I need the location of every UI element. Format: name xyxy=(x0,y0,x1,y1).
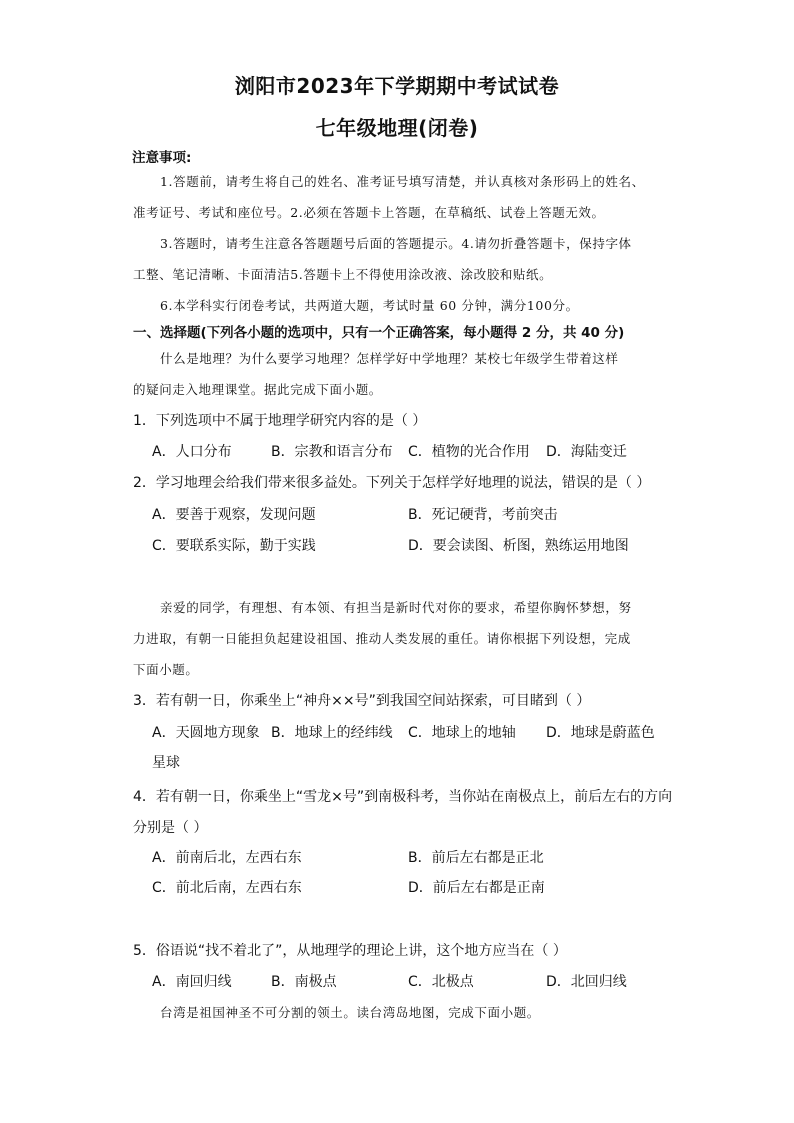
section-intro: 什么是地理？为什么要学习地理？怎样学好中学地理？某校七年级学生带着这样 xyxy=(160,351,619,366)
q5-option-c[interactable]: C．北极点 xyxy=(408,974,474,990)
exam-title: 浏阳市2023年下学期期中考试试卷 xyxy=(234,74,560,98)
q1-option-d[interactable]: D．海陆变迁 xyxy=(546,444,627,460)
passage-line: 下面小题。 xyxy=(133,662,199,677)
notice-line: 准考证号、考试和座位号。2.必须在答题卡上答题，在草稿纸、试卷上答题无效。 xyxy=(133,205,605,220)
q2-option-c[interactable]: C．要联系实际，勤于实践 xyxy=(152,538,316,554)
q3-option-b[interactable]: B．地球上的经纬线 xyxy=(271,725,393,741)
q5-option-b[interactable]: B．南极点 xyxy=(271,974,337,990)
exam-subtitle: 七年级地理(闭卷) xyxy=(315,116,479,140)
question-3-stem: 3．若有朝一日，你乘坐上“神舟××号”到我国空间站探索，可目睹到（ ） xyxy=(133,693,591,709)
passage-line: 力进取，有朝一日能担负起建设祖国、推动人类发展的重任。请你根据下列设想，完成 xyxy=(133,631,631,646)
notice-heading: 注意事项: xyxy=(132,150,192,166)
q1-option-c[interactable]: C．植物的光合作用 xyxy=(408,444,530,460)
q2-option-d[interactable]: D．要会读图、析图，熟练运用地图 xyxy=(408,538,629,554)
question-4-stem-continued: 分别是（ ） xyxy=(133,820,208,836)
q2-option-b[interactable]: B．死记硬背，考前突击 xyxy=(408,507,558,523)
question-5-stem: 5．俗语说“找不着北了”，从地理学的理论上讲，这个地方应当在（ ） xyxy=(133,943,567,959)
q3-option-c[interactable]: C．地球上的地轴 xyxy=(408,725,516,741)
q4-option-a[interactable]: A．前南后北，左西右东 xyxy=(152,850,302,866)
notice-line: 工整、笔记清晰、卡面清洁5.答题卡上不得使用涂改液、涂改胶和贴纸。 xyxy=(133,267,553,282)
q4-option-b[interactable]: B．前后左右都是正北 xyxy=(408,850,544,866)
q3-option-a[interactable]: A．天圆地方现象 xyxy=(152,725,260,741)
question-4-stem: 4．若有朝一日，你乘坐上“雪龙×号”到南极科考，当你站在南极点上，前后左右的方向 xyxy=(133,789,673,805)
passage-line: 亲爱的同学，有理想、有本领、有担当是新时代对你的要求，希望你胸怀梦想，努 xyxy=(160,600,632,615)
q1-option-b[interactable]: B．宗教和语言分布 xyxy=(271,444,393,460)
question-1-stem: 1．下列选项中不属于地理学研究内容的是（ ） xyxy=(133,413,427,429)
section-intro: 的疑问走入地理课堂。据此完成下面小题。 xyxy=(133,382,382,397)
q4-option-d[interactable]: D．前后左右都是正南 xyxy=(408,880,545,896)
q4-option-c[interactable]: C．前北后南，左西右东 xyxy=(152,880,302,896)
notice-line: 1.答题前，请考生将自己的姓名、准考证号填写清楚，并认真核对条形码上的姓名、 xyxy=(160,174,645,189)
q5-option-d[interactable]: D．北回归线 xyxy=(546,974,627,990)
question-2-stem: 2．学习地理会给我们带来很多益处。下列关于怎样学好地理的说法，错误的是（ ） xyxy=(133,475,651,491)
q3-option-d[interactable]: D．地球是蔚蓝色 xyxy=(546,725,655,741)
notice-line: 6.本学科实行闭卷考试，共两道大题，考试时量 60 分钟，满分100分。 xyxy=(160,298,579,313)
notice-line: 3.答题时，请考生注意各答题题号后面的答题提示。4.请勿折叠答题卡，保持字体 xyxy=(160,236,632,251)
q1-option-a[interactable]: A．人口分布 xyxy=(152,444,232,460)
section-heading: 一、选择题(下列各小题的选项中，只有一个正确答案，每小题得 2 分，共 40 分) xyxy=(133,325,625,341)
passage-line: 台湾是祖国神圣不可分割的领土。读台湾岛地图，完成下面小题。 xyxy=(160,1005,540,1020)
q2-option-a[interactable]: A．要善于观察，发现问题 xyxy=(152,507,316,523)
q3-option-d-continued: 星球 xyxy=(152,755,180,771)
q5-option-a[interactable]: A．南回归线 xyxy=(152,974,232,990)
